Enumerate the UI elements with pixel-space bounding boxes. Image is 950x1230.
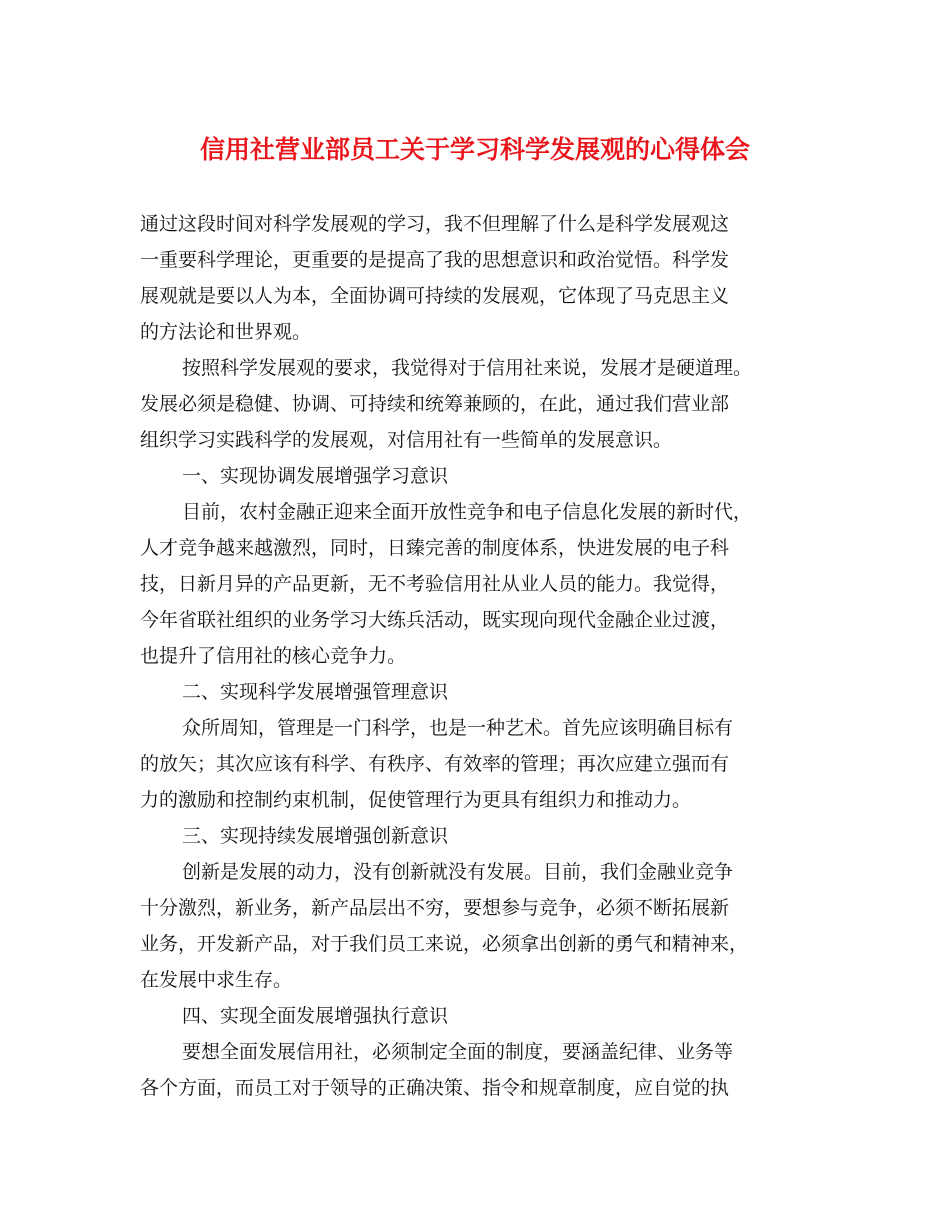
body-line: 在发展中求生存。 [140, 969, 293, 991]
body-line: 创新是发展的动力，没有创新就没有发展。目前，我们金融业竞争 [182, 861, 734, 883]
section-heading: 一、实现协调发展增强学习意识 [182, 465, 449, 487]
body-line: 展观就是要以人为本，全面协调可持续的发展观，它体现了马克思主义 [140, 285, 730, 307]
body-line: 组织学习实践科学的发展观，对信用社有一些简单的发展意识。 [140, 429, 673, 451]
body-line: 的方法论和世界观。 [140, 321, 312, 343]
section-heading: 二、实现科学发展增强管理意识 [182, 681, 449, 703]
body-line: 力的激励和控制约束机制，促使管理行为更具有组织力和推动力。 [140, 789, 692, 811]
section-heading: 四、实现全面发展增强执行意识 [182, 1005, 449, 1027]
body-line: 技，日新月异的产品更新，无不考验信用社从业人员的能力。我觉得， [140, 573, 730, 595]
body-line: 按照科学发展观的要求，我觉得对于信用社来说，发展才是硬道理。 [182, 357, 753, 379]
body-line: 众所周知，管理是一门科学，也是一种艺术。首先应该明确目标有 [182, 717, 734, 739]
body-line: 一重要科学理论，更重要的是提高了我的思想意识和政治觉悟。科学发 [140, 249, 730, 271]
body-line: 要想全面发展信用社，必须制定全面的制度，要涵盖纪律、业务等 [182, 1041, 734, 1063]
body-line: 目前，农村金融正迎来全面开放性竞争和电子信息化发展的新时代， [182, 501, 753, 523]
body-line: 十分激烈，新业务，新产品层出不穷，要想参与竞争，必须不断拓展新 [140, 897, 730, 919]
document-title: 信用社营业部员工关于学习科学发展观的心得体会 [199, 135, 750, 164]
body-line: 各个方面，而员工对于领导的正确决策、指令和规章制度，应自觉的执 [140, 1077, 730, 1099]
body-line: 通过这段时间对科学发展观的学习，我不但理解了什么是科学发展观这 [140, 213, 730, 235]
body-line: 也提升了信用社的核心竞争力。 [140, 645, 407, 667]
body-line: 人才竞争越来越激烈，同时，日臻完善的制度体系，快进发展的电子科 [140, 537, 730, 559]
body-line: 今年省联社组织的业务学习大练兵活动，既实现向现代金融企业过渡， [140, 609, 730, 631]
body-line: 业务，开发新产品，对于我们员工来说，必须拿出创新的勇气和精神来， [140, 933, 749, 955]
body-line: 的放矢；其次应该有科学、有秩序、有效率的管理；再次应建立强而有 [140, 753, 730, 775]
section-heading: 三、实现持续发展增强创新意识 [182, 825, 449, 847]
body-line: 发展必须是稳健、协调、可持续和统筹兼顾的，在此，通过我们营业部 [140, 393, 730, 415]
